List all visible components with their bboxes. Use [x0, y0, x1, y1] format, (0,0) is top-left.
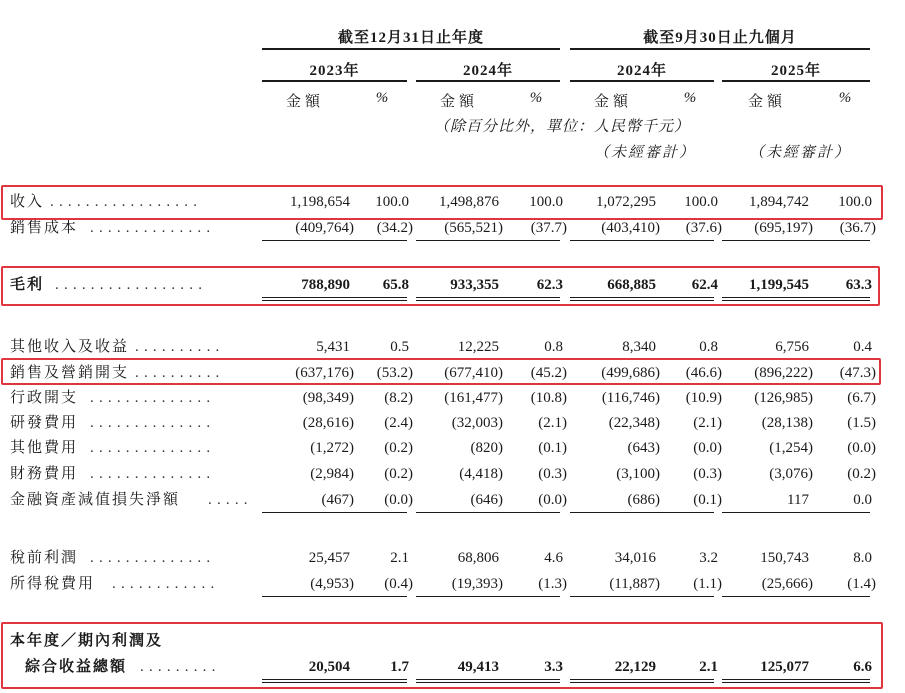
year-2023: 2023年	[309, 63, 360, 79]
value-2024-amount: (32,003)	[451, 415, 503, 431]
value-9m2024-amount: 22,129	[614, 659, 656, 675]
pct-header-3: %	[683, 90, 697, 106]
value-9m2025-pct: (47.3)	[839, 365, 876, 381]
row-admin-expenses	[0, 387, 905, 411]
subtotal-rule	[416, 512, 560, 513]
value-9m2024-pct: (2.1)	[693, 415, 722, 431]
year-2025: 2025年	[770, 63, 821, 79]
subtotal-rule	[570, 240, 714, 241]
unit-note: （除百分比外，單位：人民幣千元）	[433, 119, 690, 135]
value-9m2024-amount: 668,885	[607, 277, 656, 293]
value-2024-amount: 49,413	[457, 659, 499, 675]
value-9m2025-amount: (3,076)	[769, 466, 813, 482]
value-2023-amount: (1,272)	[310, 440, 354, 456]
leader-dots: .........	[140, 659, 221, 675]
value-2023-pct: (0.2)	[384, 440, 413, 456]
subtotal-rule	[262, 240, 407, 241]
row-rd-expenses	[0, 412, 905, 436]
value-9m2025-pct: (0.0)	[847, 440, 876, 456]
row-other-expenses	[0, 437, 905, 461]
value-2024-pct: 100.0	[529, 194, 563, 210]
leader-dots: ..............	[90, 415, 216, 431]
value-2023-amount: (28,616)	[302, 415, 354, 431]
value-2023-pct: 2.1	[390, 550, 409, 566]
value-2023-pct: (0.4)	[384, 576, 413, 592]
value-9m2025-pct: 0.4	[853, 339, 872, 355]
row-label: 行政開支	[10, 390, 79, 406]
value-2024-pct: (10.8)	[530, 390, 567, 406]
value-2024-pct: 62.3	[536, 277, 563, 293]
value-2023-amount: (98,349)	[302, 390, 354, 406]
value-2023-pct: (34.2)	[376, 220, 413, 236]
value-2023-amount: (637,176)	[295, 365, 354, 381]
value-9m2024-pct: (10.9)	[685, 390, 722, 406]
value-2024-pct: (0.1)	[538, 440, 567, 456]
subtotal-rule	[262, 512, 407, 513]
value-2024-pct: (0.3)	[538, 466, 567, 482]
value-9m2024-amount: 34,016	[614, 550, 656, 566]
row-other-income	[0, 336, 905, 360]
leader-dots: ............	[112, 576, 220, 592]
value-9m2024-amount: 1,072,295	[596, 194, 656, 210]
value-9m2024-amount: (686)	[627, 492, 660, 508]
value-2023-amount: 20,504	[308, 659, 350, 675]
unaudited-note-2024: （未經審計）	[593, 145, 696, 161]
value-9m2024-amount: (3,100)	[616, 466, 660, 482]
subtotal-rule	[570, 512, 714, 513]
value-2023-amount: 5,431	[316, 339, 350, 355]
value-9m2024-pct: 100.0	[684, 194, 718, 210]
subtotal-rule	[416, 596, 560, 597]
row-label: 金融資產減值損失淨額	[10, 492, 181, 508]
row-label: 毛利	[10, 277, 45, 293]
value-9m2024-pct: 0.8	[699, 339, 718, 355]
value-9m2025-amount: (1,254)	[769, 440, 813, 456]
subtotal-rule	[570, 596, 714, 597]
value-2023-pct: (0.0)	[384, 492, 413, 508]
value-9m2024-amount: (11,887)	[609, 576, 660, 592]
year-divider-2024-nine	[570, 80, 714, 82]
value-9m2024-amount: (499,686)	[601, 365, 660, 381]
value-2024-pct: 4.6	[544, 550, 563, 566]
pct-header-2: %	[529, 90, 543, 106]
value-9m2025-pct: (1.5)	[847, 415, 876, 431]
value-2023-pct: 100.0	[375, 194, 409, 210]
value-2024-pct: (2.1)	[538, 415, 567, 431]
value-2023-pct: (2.4)	[384, 415, 413, 431]
value-9m2025-pct: (6.7)	[847, 390, 876, 406]
value-2024-pct: 0.8	[544, 339, 563, 355]
header-nine-months: 截至9月30日止九個月	[643, 30, 797, 46]
unaudited-note-2025: （未經審計）	[748, 145, 851, 161]
year-divider-2023	[262, 80, 407, 82]
value-9m2025-amount: (695,197)	[754, 220, 813, 236]
value-9m2025-pct: (0.2)	[847, 466, 876, 482]
pct-header-4: %	[838, 90, 852, 106]
amount-header-3: 金額	[593, 94, 632, 110]
row-income-tax	[0, 573, 905, 597]
value-9m2024-amount: (643)	[627, 440, 660, 456]
value-9m2024-amount: 8,340	[622, 339, 656, 355]
leader-dots: ..............	[90, 220, 216, 236]
value-2023-pct: (8.2)	[384, 390, 413, 406]
pct-header-1: %	[375, 90, 389, 106]
highlight-gross-profit	[1, 266, 880, 306]
highlight-total-comprehensive-income	[1, 622, 883, 689]
value-2024-amount: (19,393)	[451, 576, 503, 592]
leader-dots: .................	[50, 194, 203, 210]
value-2023-pct: (0.2)	[384, 466, 413, 482]
value-2023-amount: (467)	[321, 492, 354, 508]
value-9m2025-pct: (1.4)	[847, 576, 876, 592]
value-9m2025-amount: 150,743	[760, 550, 809, 566]
value-9m2025-amount: 1,894,742	[749, 194, 809, 210]
amount-header-1: 金額	[285, 94, 324, 110]
row-label: 綜合收益總額	[25, 659, 128, 675]
row-label: 所得稅費用	[10, 576, 96, 592]
value-2023-pct: (53.2)	[376, 365, 413, 381]
value-9m2024-pct: (0.1)	[693, 492, 722, 508]
row-impairment-losses	[0, 489, 905, 513]
subtotal-rule	[722, 596, 870, 597]
subtotal-rule	[722, 512, 870, 513]
subtotal-rule	[416, 240, 560, 241]
value-9m2025-amount: (126,985)	[754, 390, 813, 406]
value-9m2025-pct: 8.0	[853, 550, 872, 566]
value-9m2025-pct: 100.0	[838, 194, 872, 210]
header-divider-nine-months	[570, 48, 870, 50]
value-2023-amount: (409,764)	[295, 220, 354, 236]
value-2024-amount: 1,498,876	[439, 194, 499, 210]
value-9m2025-amount: (25,666)	[761, 576, 813, 592]
value-9m2024-pct: 3.2	[699, 550, 718, 566]
value-2023-pct: 1.7	[390, 659, 409, 675]
value-9m2025-amount: (896,222)	[754, 365, 813, 381]
value-9m2025-amount: (28,138)	[761, 415, 813, 431]
value-9m2025-amount: 6,756	[775, 339, 809, 355]
value-2024-amount: (4,418)	[459, 466, 503, 482]
value-2024-amount: (820)	[470, 440, 503, 456]
row-label: 銷售及營銷開支	[10, 365, 130, 381]
value-9m2024-pct: (0.3)	[693, 466, 722, 482]
value-2024-amount: (161,477)	[444, 390, 503, 406]
header-divider-full-year	[262, 48, 560, 50]
leader-dots: .....	[208, 492, 253, 508]
value-2023-amount: 1,198,654	[290, 194, 350, 210]
highlight-revenue	[1, 185, 883, 220]
value-9m2025-amount: 117	[787, 492, 809, 508]
value-2024-pct: (0.0)	[538, 492, 567, 508]
amount-header-2: 金額	[439, 94, 478, 110]
row-profit-before-tax	[0, 547, 905, 571]
leader-dots: ..........	[135, 365, 225, 381]
year-divider-2025	[722, 80, 870, 82]
value-9m2024-amount: (116,746)	[601, 390, 660, 406]
leader-dots: ..............	[90, 550, 216, 566]
row-finance-costs	[0, 463, 905, 487]
subtotal-rule	[262, 596, 407, 597]
value-9m2024-pct: 62.4	[691, 277, 718, 293]
year-divider-2024-full	[416, 80, 560, 82]
row-cost-of-sales	[0, 217, 905, 241]
row-label: 財務費用	[10, 466, 79, 482]
value-2024-amount: 933,355	[450, 277, 499, 293]
value-2024-pct: (45.2)	[530, 365, 567, 381]
value-2023-pct: 0.5	[390, 339, 409, 355]
amount-header-4: 金額	[747, 94, 786, 110]
row-label: 其他收入及收益	[10, 339, 130, 355]
highlight-selling-marketing	[1, 358, 881, 385]
value-9m2024-pct: (46.6)	[685, 365, 722, 381]
leader-dots: .................	[55, 277, 208, 293]
leader-dots: ..............	[90, 466, 216, 482]
value-9m2025-amount: 1,199,545	[749, 277, 809, 293]
value-2024-amount: (677,410)	[444, 365, 503, 381]
year-2024-full: 2024年	[462, 63, 513, 79]
leader-dots: ..............	[90, 390, 216, 406]
value-2023-amount: (4,953)	[310, 576, 354, 592]
row-label-line1: 本年度／期內利潤及	[10, 633, 164, 649]
value-2024-pct: (37.7)	[530, 220, 567, 236]
value-2023-pct: 65.8	[382, 277, 409, 293]
value-2024-pct: 3.3	[544, 659, 563, 675]
value-9m2025-pct: 6.6	[853, 659, 872, 675]
value-9m2024-amount: (22,348)	[608, 415, 660, 431]
subtotal-rule	[722, 240, 870, 241]
value-9m2024-pct: (37.6)	[685, 220, 722, 236]
row-label: 稅前利潤	[10, 550, 79, 566]
row-label: 其他費用	[10, 440, 79, 456]
value-2024-amount: (646)	[470, 492, 503, 508]
header-full-year: 截至12月31日止年度	[337, 30, 484, 46]
value-2023-amount: (2,984)	[310, 466, 354, 482]
value-9m2025-pct: 63.3	[845, 277, 872, 293]
value-9m2025-pct: (36.7)	[839, 220, 876, 236]
value-9m2024-pct: 2.1	[699, 659, 718, 675]
value-9m2025-pct: 0.0	[853, 492, 872, 508]
value-9m2025-amount: 125,077	[760, 659, 809, 675]
value-2024-amount: (565,521)	[444, 220, 503, 236]
value-2024-amount: 12,225	[457, 339, 499, 355]
value-2023-amount: 25,457	[308, 550, 350, 566]
value-2024-amount: 68,806	[457, 550, 499, 566]
year-2024-nine: 2024年	[616, 63, 667, 79]
row-label: 研發費用	[10, 415, 79, 431]
leader-dots: ..........	[135, 339, 225, 355]
leader-dots: ..............	[90, 440, 216, 456]
value-2023-amount: 788,890	[301, 277, 350, 293]
value-9m2024-pct: (0.0)	[693, 440, 722, 456]
value-9m2024-amount: (403,410)	[601, 220, 660, 236]
row-label: 收入	[10, 194, 45, 210]
value-2024-pct: (1.3)	[538, 576, 567, 592]
value-9m2024-pct: (1.1)	[693, 576, 722, 592]
row-label: 銷售成本	[10, 220, 79, 236]
